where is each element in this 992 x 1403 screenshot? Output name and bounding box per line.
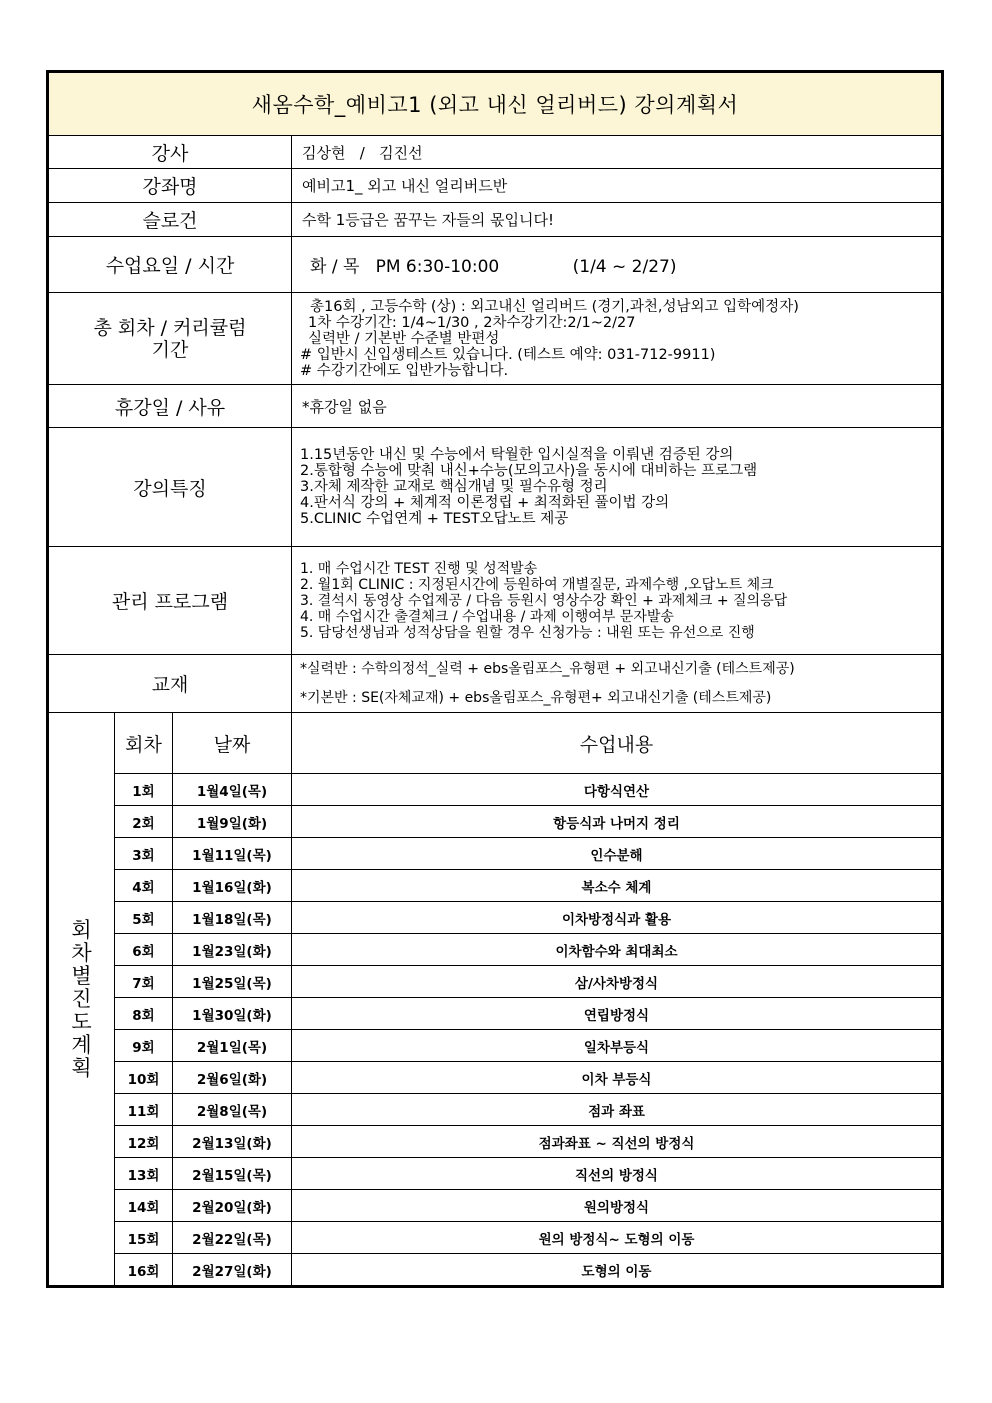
features-label: 강의특징 (49, 428, 292, 547)
feature-line: 3.자체 제작한 교재로 핵심개념 및 필수유형 정리 (300, 479, 608, 495)
textbook-label: 교재 (49, 655, 292, 713)
session-number: 9회 (115, 1030, 173, 1062)
instructor-label: 강사 (49, 136, 292, 169)
feature-line: 5.CLINIC 수업연계 + TEST오답노트 제공 (300, 511, 569, 527)
session-date: 1월30일(화) (173, 998, 292, 1030)
session-row (49, 1222, 942, 1254)
holiday-label: 휴강일 / 사유 (49, 385, 292, 428)
session-number: 16회 (115, 1254, 173, 1286)
session-content: 인수분해 (292, 838, 942, 870)
session-row (49, 870, 942, 902)
slogan-value: 수학 1등급은 꿈꾸는 자들의 몫입니다! (292, 203, 942, 237)
management-line: 2. 월1회 CLINIC : 지정된시간에 등원하여 개별질문, 과제수행 ,오답노트 체크 (300, 576, 774, 593)
session-row (49, 838, 942, 870)
session-content: 원의방정식 (292, 1190, 942, 1222)
session-number: 8회 (115, 998, 173, 1030)
session-content: 일차부등식 (292, 1030, 942, 1062)
session-date: 2월15일(목) (173, 1158, 292, 1190)
session-date: 2월8일(목) (173, 1094, 292, 1126)
feature-line: 2.통합형 수능에 맞춰 내신+수능(모의고사)을 동시에 대비하는 프로그램 (300, 463, 758, 479)
management-line: 4. 매 수업시간 출결체크 / 수업내용 / 과제 이행여부 문자발송 (300, 608, 674, 625)
session-content: 다항식연산 (292, 774, 942, 806)
session-content: 원의 방정식~ 도형의 이동 (292, 1222, 942, 1254)
session-row (49, 1030, 942, 1062)
session-row (49, 934, 942, 966)
management-label: 관리 프로그램 (49, 547, 292, 655)
session-date: 2월20일(화) (173, 1190, 292, 1222)
session-date: 2월1일(목) (173, 1030, 292, 1062)
lecture-plan-table (48, 72, 942, 1286)
textbook-line-basic: *기본반 : SE(자체교재) + ebs올림포스_유형편+ 외고내신기출 (테스트제공) (300, 689, 772, 706)
features-value (292, 428, 942, 547)
session-date: 1월16일(화) (173, 870, 292, 902)
session-row (49, 806, 942, 838)
textbook-line-advanced: *실력반 : 수학의정석_실력 + ebs올림포스_유형편 + 외고내신기출 (테스트제공) (300, 660, 795, 677)
session-date: 1월9일(화) (173, 806, 292, 838)
session-row (49, 1062, 942, 1094)
management-line: 1. 매 수업시간 TEST 진행 및 성적발송 (300, 560, 538, 577)
session-number: 12회 (115, 1126, 173, 1158)
instructor-value: 김상현 / 김진선 (292, 136, 942, 169)
session-row (49, 998, 942, 1030)
content-header: 수업내용 (292, 713, 942, 774)
curriculum-line: # 수강기간에도 입반가능합니다. (300, 362, 509, 379)
feature-line: 1.15년동안 내신 및 수능에서 탁월한 입시실적을 이뤄낸 검증된 강의 (300, 447, 734, 463)
session-number: 3회 (115, 838, 173, 870)
session-content: 점과좌표 ~ 직선의 방정식 (292, 1126, 942, 1158)
schedule-value (292, 237, 942, 293)
session-date: 2월27일(화) (173, 1254, 292, 1286)
session-date: 1월25일(목) (173, 966, 292, 998)
curriculum-label-line1: 총 회차 / 커리큘럼 (93, 316, 247, 339)
session-date: 2월6일(화) (173, 1062, 292, 1094)
document-title: 새옴수학_예비고1 (외고 내신 얼리버드) 강의계획서 (49, 73, 942, 136)
session-number: 1회 (115, 774, 173, 806)
session-row (49, 774, 942, 806)
textbook-value (292, 655, 942, 713)
session-content: 점과 좌표 (292, 1094, 942, 1126)
session-content: 이차함수와 최대최소 (292, 934, 942, 966)
feature-line: 4.판서식 강의 + 체계적 이론정립 + 최적화된 풀이법 강의 (300, 495, 670, 511)
curriculum-value (292, 293, 942, 385)
session-content: 연립방정식 (292, 998, 942, 1030)
session-number: 10회 (115, 1062, 173, 1094)
course-value: 예비고1_ 외고 내신 얼리버드반 (292, 169, 942, 203)
management-line: 3. 결석시 동영상 수업제공 / 다음 등원시 영상수강 확인 + 과제체크 + 질의응답 (300, 592, 788, 609)
session-content: 삼/사차방정식 (292, 966, 942, 998)
session-number: 5회 (115, 902, 173, 934)
management-value (292, 547, 942, 655)
session-number: 13회 (115, 1158, 173, 1190)
session-date: 1월23일(화) (173, 934, 292, 966)
session-row (49, 1158, 942, 1190)
management-line: 5. 담당선생님과 성적상담을 원할 경우 신청가능 : 내원 또는 유선으로 진행 (300, 624, 755, 641)
curriculum-line: # 입반시 신입생테스트 있습니다. (테스트 예약: 031-712-9911) (300, 346, 716, 363)
session-number: 4회 (115, 870, 173, 902)
session-content: 직선의 방정식 (292, 1158, 942, 1190)
course-label: 강좌명 (49, 169, 292, 203)
session-row (49, 966, 942, 998)
session-row (49, 1094, 942, 1126)
session-date: 1월4일(목) (173, 774, 292, 806)
curriculum-label (49, 293, 292, 385)
curriculum-line: 총16회 , 고등수학 (상) : 외고내신 얼리버드 (경기,과천,성남외고 입학예정자) (310, 298, 799, 315)
session-date: 1월11일(목) (173, 838, 292, 870)
schedule-period: (1/4 ~ 2/27) (572, 257, 677, 277)
schedule-time: 화 / 목 PM 6:30-10:00 (310, 257, 500, 277)
session-content: 복소수 체계 (292, 870, 942, 902)
session-number: 7회 (115, 966, 173, 998)
session-number: 14회 (115, 1190, 173, 1222)
session-date: 2월13일(화) (173, 1126, 292, 1158)
schedule-label: 수업요일 / 시간 (49, 237, 292, 293)
session-content: 이차 부등식 (292, 1062, 942, 1094)
lecture-plan-document (46, 70, 944, 1288)
session-content: 항등식과 나머지 정리 (292, 806, 942, 838)
curriculum-line: 1차 수강기간: 1/4~1/30 , 2차수강기간:2/1~2/27 (308, 314, 636, 331)
session-row (49, 902, 942, 934)
session-header: 회차 (115, 713, 173, 774)
curriculum-line: 실력반 / 기본반 수준별 반편성 (308, 330, 500, 347)
session-content: 이차방정식과 활용 (292, 902, 942, 934)
holiday-value: *휴강일 없음 (292, 385, 942, 428)
progress-plan-side-label: 회차별진도계획 (49, 713, 115, 1286)
session-content: 도형의 이동 (292, 1254, 942, 1286)
curriculum-label-line2: 기간 (151, 338, 189, 361)
session-number: 15회 (115, 1222, 173, 1254)
session-date: 2월22일(목) (173, 1222, 292, 1254)
slogan-label: 슬로건 (49, 203, 292, 237)
session-date: 1월18일(목) (173, 902, 292, 934)
session-number: 6회 (115, 934, 173, 966)
session-number: 11회 (115, 1094, 173, 1126)
session-row (49, 1126, 942, 1158)
date-header: 날짜 (173, 713, 292, 774)
session-number: 2회 (115, 806, 173, 838)
session-row (49, 1254, 942, 1286)
session-row (49, 1190, 942, 1222)
